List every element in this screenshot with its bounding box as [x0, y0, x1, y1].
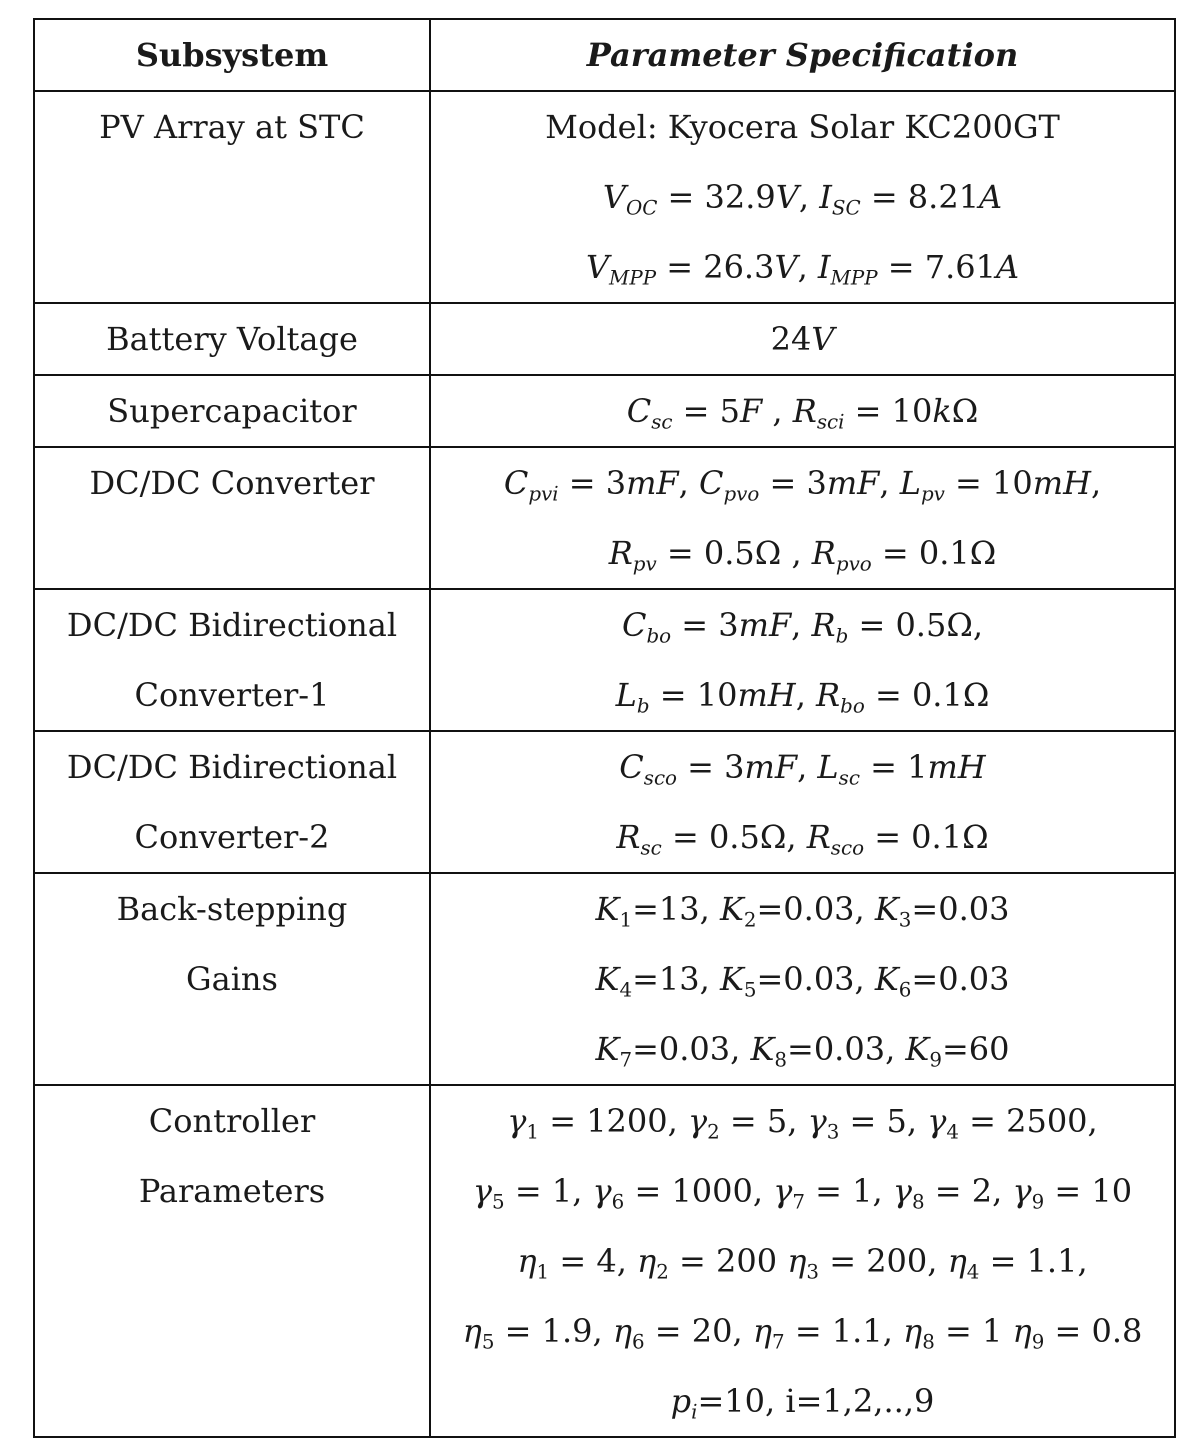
parameter-line: $K_1=13$, $K_2=0.03$, $K_3=0.03$	[595, 890, 1010, 932]
subsystem-line: DC/DC Bidirectional	[66, 748, 398, 786]
parameter-cell	[431, 376, 1174, 446]
header-parameter: Parameter Specification	[586, 36, 1019, 74]
parameter-cell	[431, 874, 1174, 1084]
parameter-line: $L_b = 10mH$, $R_{bo} = 0.1\Omega$	[615, 676, 990, 718]
table-row	[35, 1084, 1174, 1436]
table-row	[35, 872, 1174, 1084]
subsystem-line: Supercapacitor	[107, 392, 357, 430]
parameter-line: $p_i=10$, i=1,2,..,9	[670, 1382, 935, 1424]
subsystem-cell	[35, 304, 431, 374]
subsystem-line: Battery Voltage	[106, 320, 358, 358]
parameter-cell	[431, 448, 1174, 588]
table-row	[35, 302, 1174, 374]
parameter-cell	[431, 304, 1174, 374]
parameter-line: $C_{sco} = 3mF$, $L_{sc} = 1mH$	[619, 748, 986, 790]
table-row	[35, 730, 1174, 872]
header-subsystem: Subsystem	[135, 36, 329, 74]
table-row	[35, 90, 1174, 302]
table-header-row	[35, 20, 1174, 90]
header-subsystem-cell	[35, 20, 431, 90]
subsystem-cell	[35, 590, 431, 730]
subsystem-cell	[35, 376, 431, 446]
parameter-line: $K_7=0.03$, $K_8=0.03$, $K_9=60$	[595, 1030, 1010, 1072]
parameter-cell	[431, 92, 1174, 302]
parameter-line: $R_{pv} = 0.5\Omega$ , $R_{pvo} = 0.1\Omega$	[608, 534, 997, 576]
subsystem-line: Gains	[186, 960, 278, 998]
subsystem-cell	[35, 1086, 431, 1436]
subsystem-line: DC/DC Bidirectional	[66, 606, 398, 644]
parameter-line: $C_{sc} = 5F$ , $R_{sci} = 10k\Omega$	[626, 392, 979, 434]
parameter-line: $V_{OC} = 32.9V$, $I_{SC} = 8.21A$	[602, 178, 1003, 220]
subsystem-line: Parameters	[138, 1172, 326, 1210]
parameter-line: $\gamma_1 = 1200$, $\gamma_2 = 5$, $\gamma_3 = 5$, $\gamma_4 = 2500$,	[507, 1102, 1098, 1144]
subsystem-line: Converter-2	[134, 818, 330, 856]
parameter-line: 24V	[770, 320, 835, 358]
subsystem-cell	[35, 732, 431, 872]
parameter-line: $V_{MPP} = 26.3V$, $I_{MPP} = 7.61A$	[585, 248, 1020, 290]
parameter-line: $\eta_5 = 1.9$, $\eta_6 = 20$, $\eta_7 = 1.1$, $\eta_8 = 1$ $\eta_9 = 0.8$	[462, 1312, 1143, 1354]
subsystem-cell	[35, 448, 431, 588]
subsystem-cell	[35, 874, 431, 1084]
subsystem-line: PV Array at STC	[99, 108, 365, 146]
subsystem-line: Controller	[148, 1102, 316, 1140]
parameter-line: $K_4=13$, $K_5=0.03$, $K_6=0.03$	[595, 960, 1010, 1002]
subsystem-line: DC/DC Converter	[89, 464, 375, 502]
parameter-line: $R_{sc} = 0.5\Omega$, $R_{sco} = 0.1\Omega$	[616, 818, 989, 860]
table-row	[35, 588, 1174, 730]
parameter-table	[33, 18, 1176, 1438]
parameter-cell	[431, 732, 1174, 872]
parameter-line: $\eta_1 = 4$, $\eta_2 = 200$ $\eta_3 = 200$, $\eta_4 = 1.1$,	[517, 1242, 1088, 1284]
parameter-line: $C_{bo} = 3mF$, $R_b = 0.5\Omega$,	[621, 606, 984, 648]
subsystem-cell	[35, 92, 431, 302]
parameter-cell	[431, 590, 1174, 730]
parameter-line: $\gamma_5 = 1$, $\gamma_6 = 1000$, $\gamma_7 = 1$, $\gamma_8 = 2$, $\gamma_9 = 10$	[472, 1172, 1133, 1214]
parameter-line: $C_{pvi} = 3mF$, $C_{pvo} = 3mF$, $L_{pv} = 10mH$,	[503, 464, 1102, 506]
subsystem-line: Converter-1	[134, 676, 330, 714]
parameter-line: Model: Kyocera Solar KC200GT	[545, 108, 1060, 146]
parameter-cell	[431, 1086, 1174, 1436]
subsystem-line: Back-stepping	[116, 890, 348, 928]
table-row	[35, 374, 1174, 446]
table-row	[35, 446, 1174, 588]
header-parameter-cell	[431, 20, 1174, 90]
